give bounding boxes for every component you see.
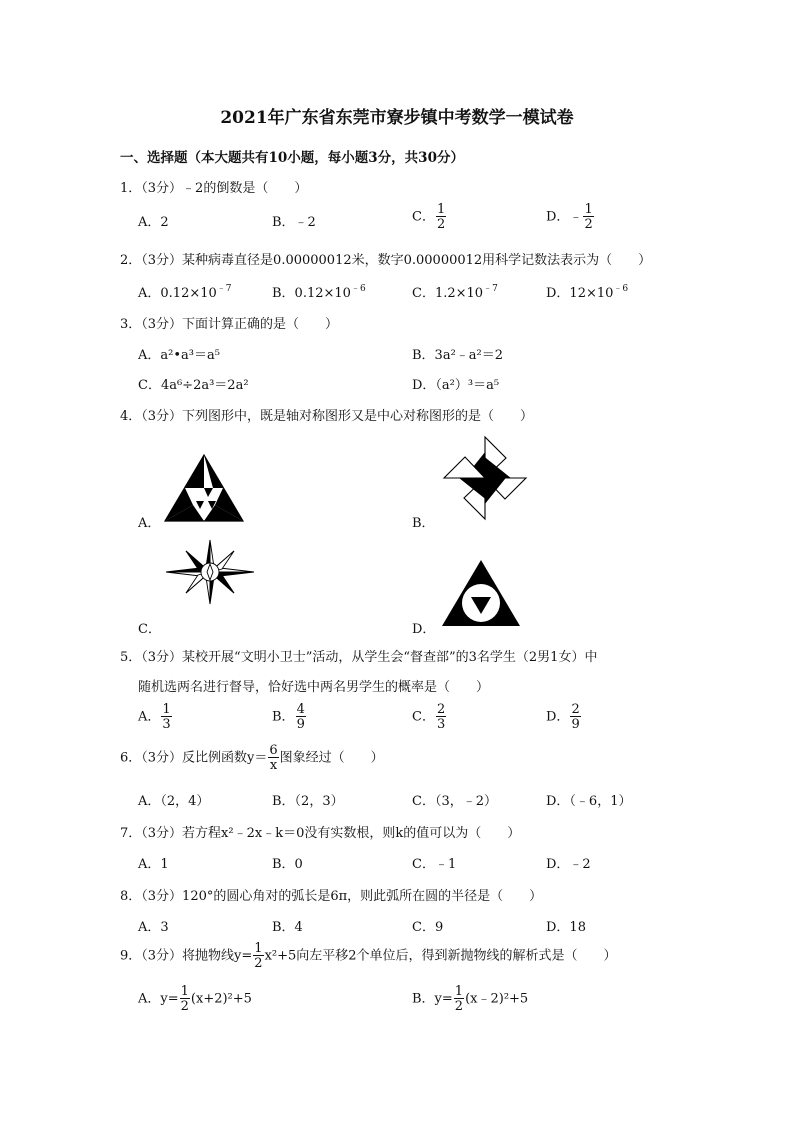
q6-option-a: A．（2，4） (138, 794, 210, 809)
q2-option-d: D．$12\times 10^{﹣6}$ (546, 284, 629, 301)
q5-option-c: C． $\frac{2}{3}$ (412, 702, 446, 732)
pinwheel-figure-b (440, 433, 530, 523)
question-8-stem: 8．（3分）120°的圆心角对的弧长是6π，则此弧所在圆的半径是（ ） (120, 889, 543, 904)
q9-option-b: B．y= $\frac{1}{2}$ (x﹣2)²+5 (412, 984, 529, 1014)
q3-option-b: B．3a²﹣a²＝2 (412, 348, 504, 363)
question-3-stem: 3．（3分）下面计算正确的是（ ） (120, 317, 339, 332)
section-heading: 一、选择题（本大题共有10小题，每小题3分，共30分） (120, 150, 464, 166)
q7-option-b: B．0 (272, 857, 303, 872)
q1-option-d: D．﹣ $\frac{1}{2}$ (546, 202, 593, 232)
q8-option-d: D．18 (546, 920, 586, 935)
q4-option-a-label: A． (138, 516, 161, 531)
q4-option-d-label: D． (412, 622, 436, 637)
q2-option-a: A．$0.12\times 10^{﹣7}$ (138, 284, 232, 301)
question-6-stem: 6．（3分）反比例函数y＝ $\frac{6}{x}$ 图象经过（ ） (120, 743, 384, 773)
q3-option-a: A．a²•a³＝a⁵ (138, 348, 220, 363)
q1-option-c: C． $\frac{1}{2}$ (412, 202, 446, 232)
q6-option-b: B．（2，3） (272, 794, 344, 809)
q8-option-a: A．3 (138, 920, 169, 935)
q7-option-c: C．﹣1 (412, 857, 457, 872)
question-5-stem-line2: 随机选两名进行督导，恰好选中两名男学生的概率是（ ） (138, 680, 490, 695)
q5-option-d: D． $\frac{2}{9}$ (546, 702, 580, 732)
q6-option-c: C．（3，﹣2） (412, 794, 497, 809)
q2-option-c: C．$1.2\times 10^{﹣7}$ (412, 284, 498, 301)
triangle-pattern-figure-a (163, 453, 245, 525)
question-5-stem-line1: 5．（3分）某校开展“文明小卫士”活动，从学生会“督查部”的3名学生（2男1女）中 (120, 650, 598, 665)
q8-option-b: B．4 (272, 920, 303, 935)
q3-option-d: D．（a²）³＝a⁵ (412, 378, 500, 393)
triangle-circle-figure-d (440, 558, 522, 630)
q4-option-b-label: B． (412, 516, 435, 531)
compass-star-figure-c (164, 539, 256, 605)
q9-option-a: A．y= $\frac{1}{2}$ (x+2)²+5 (138, 984, 252, 1014)
q2-option-b: B．$0.12\times 10^{﹣6}$ (272, 284, 366, 301)
question-7-stem: 7．（3分）若方程x²﹣2x﹣k＝0没有实数根，则k的值可以为（ ） (120, 826, 521, 841)
q3-option-c: C．4a⁶÷2a³＝2a² (138, 378, 249, 393)
q1-option-a: A．2 (138, 215, 169, 230)
q5-option-b: B． $\frac{4}{9}$ (272, 702, 305, 732)
q6-option-d: D．（﹣6，1） (546, 794, 632, 809)
q5-option-a: A． $\frac{1}{3}$ (138, 702, 171, 732)
q7-option-a: A．1 (138, 857, 169, 872)
page-title: 2021年广东省东莞市寮步镇中考数学一模试卷 (220, 108, 574, 128)
question-4-stem: 4．（3分）下列图形中，既是轴对称图形又是中心对称图形的是（ ） (120, 409, 534, 424)
question-1-stem: 1．（3分）﹣2的倒数是（ ） (120, 181, 308, 196)
q4-option-c-label: C． (138, 622, 161, 637)
question-2-stem: 2．（3分）某种病毒直径是0.00000012米，数字0.00000012用科学记数法表示为（ ） (120, 253, 652, 268)
q7-option-d: D．﹣2 (546, 857, 591, 872)
q8-option-c: C．9 (412, 920, 444, 935)
question-9-stem: 9．（3分）将抛物线y= $\frac{1}{2}$ x²+5向左平移2个单位后，得到新抛物线的解析式是（ ） (120, 941, 617, 971)
q1-option-b: B．﹣2 (272, 215, 316, 230)
